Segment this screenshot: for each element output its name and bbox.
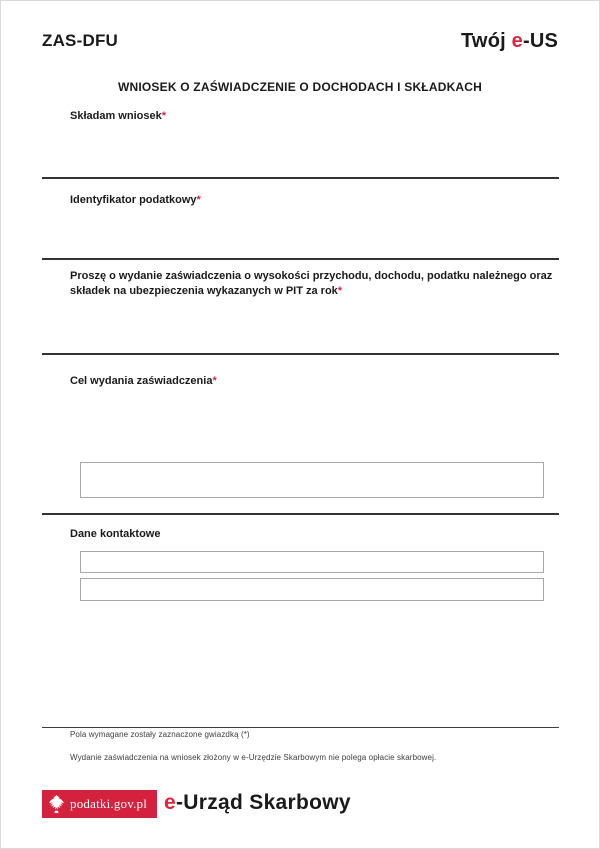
section-divider [42,353,559,355]
form-code: ZAS-DFU [42,31,118,50]
dane-kontaktowe-input-1[interactable] [80,551,544,573]
field-label-cel-wydania [70,375,217,387]
dane-kontaktowe-input-2[interactable] [80,578,544,601]
e-urzad-skarbowy-logo [164,791,351,815]
label-text: Identyfikator podatkowy [70,194,197,206]
required-asterisk: * [212,375,217,387]
footer-note-fee: Wydanie zaświadczenia na wniosek złożony w e-Urzędzie Skarbowym nie polega opłacie skarbowej. [70,753,437,762]
podatki-gov-pl-label: podatki.gov.pl [70,796,148,811]
brand-e-accent: e [164,791,176,814]
label-text: Cel wydania zaświadczenia [70,375,213,387]
field-label-skladam-wniosek [70,110,166,122]
required-asterisk: * [337,285,343,298]
footer-note-required-fields: Pola wymagane zostały zaznaczone gwiazdką (*) [70,730,250,739]
brand-suffix: -US [522,30,558,52]
section-divider [42,258,559,260]
field-label-prosze-o-wydanie [70,269,562,300]
required-asterisk: * [161,110,166,122]
brand-suffix: -Urząd Skarbowy [175,791,351,814]
field-label-dane-kontaktowe [70,528,160,540]
label-text: Proszę o wydanie zaświadczenia o wysokości przychodu, dochodu, podatku należnego oraz składek na ubezpieczenia wykazanych w PIT za rok [70,270,553,298]
brand-e-accent: e [511,30,523,52]
twoj-e-us-logo [461,30,558,53]
required-asterisk: * [196,194,201,206]
section-divider [42,177,559,179]
section-divider [42,513,559,515]
brand-prefix: Twój [461,30,512,52]
cel-wydania-input[interactable] [80,462,544,498]
page-title: WNIOSEK O ZAŚWIADCZENIE O DOCHODACH I SKŁADKACH [117,80,483,94]
label-text: Dane kontaktowe [70,528,161,540]
podatki-gov-pl-logo [42,790,157,818]
field-label-identyfikator-podatkowy [70,194,201,206]
polish-eagle-icon [48,794,65,814]
label-text: Składam wniosek [70,110,162,122]
footer-divider [42,727,559,728]
